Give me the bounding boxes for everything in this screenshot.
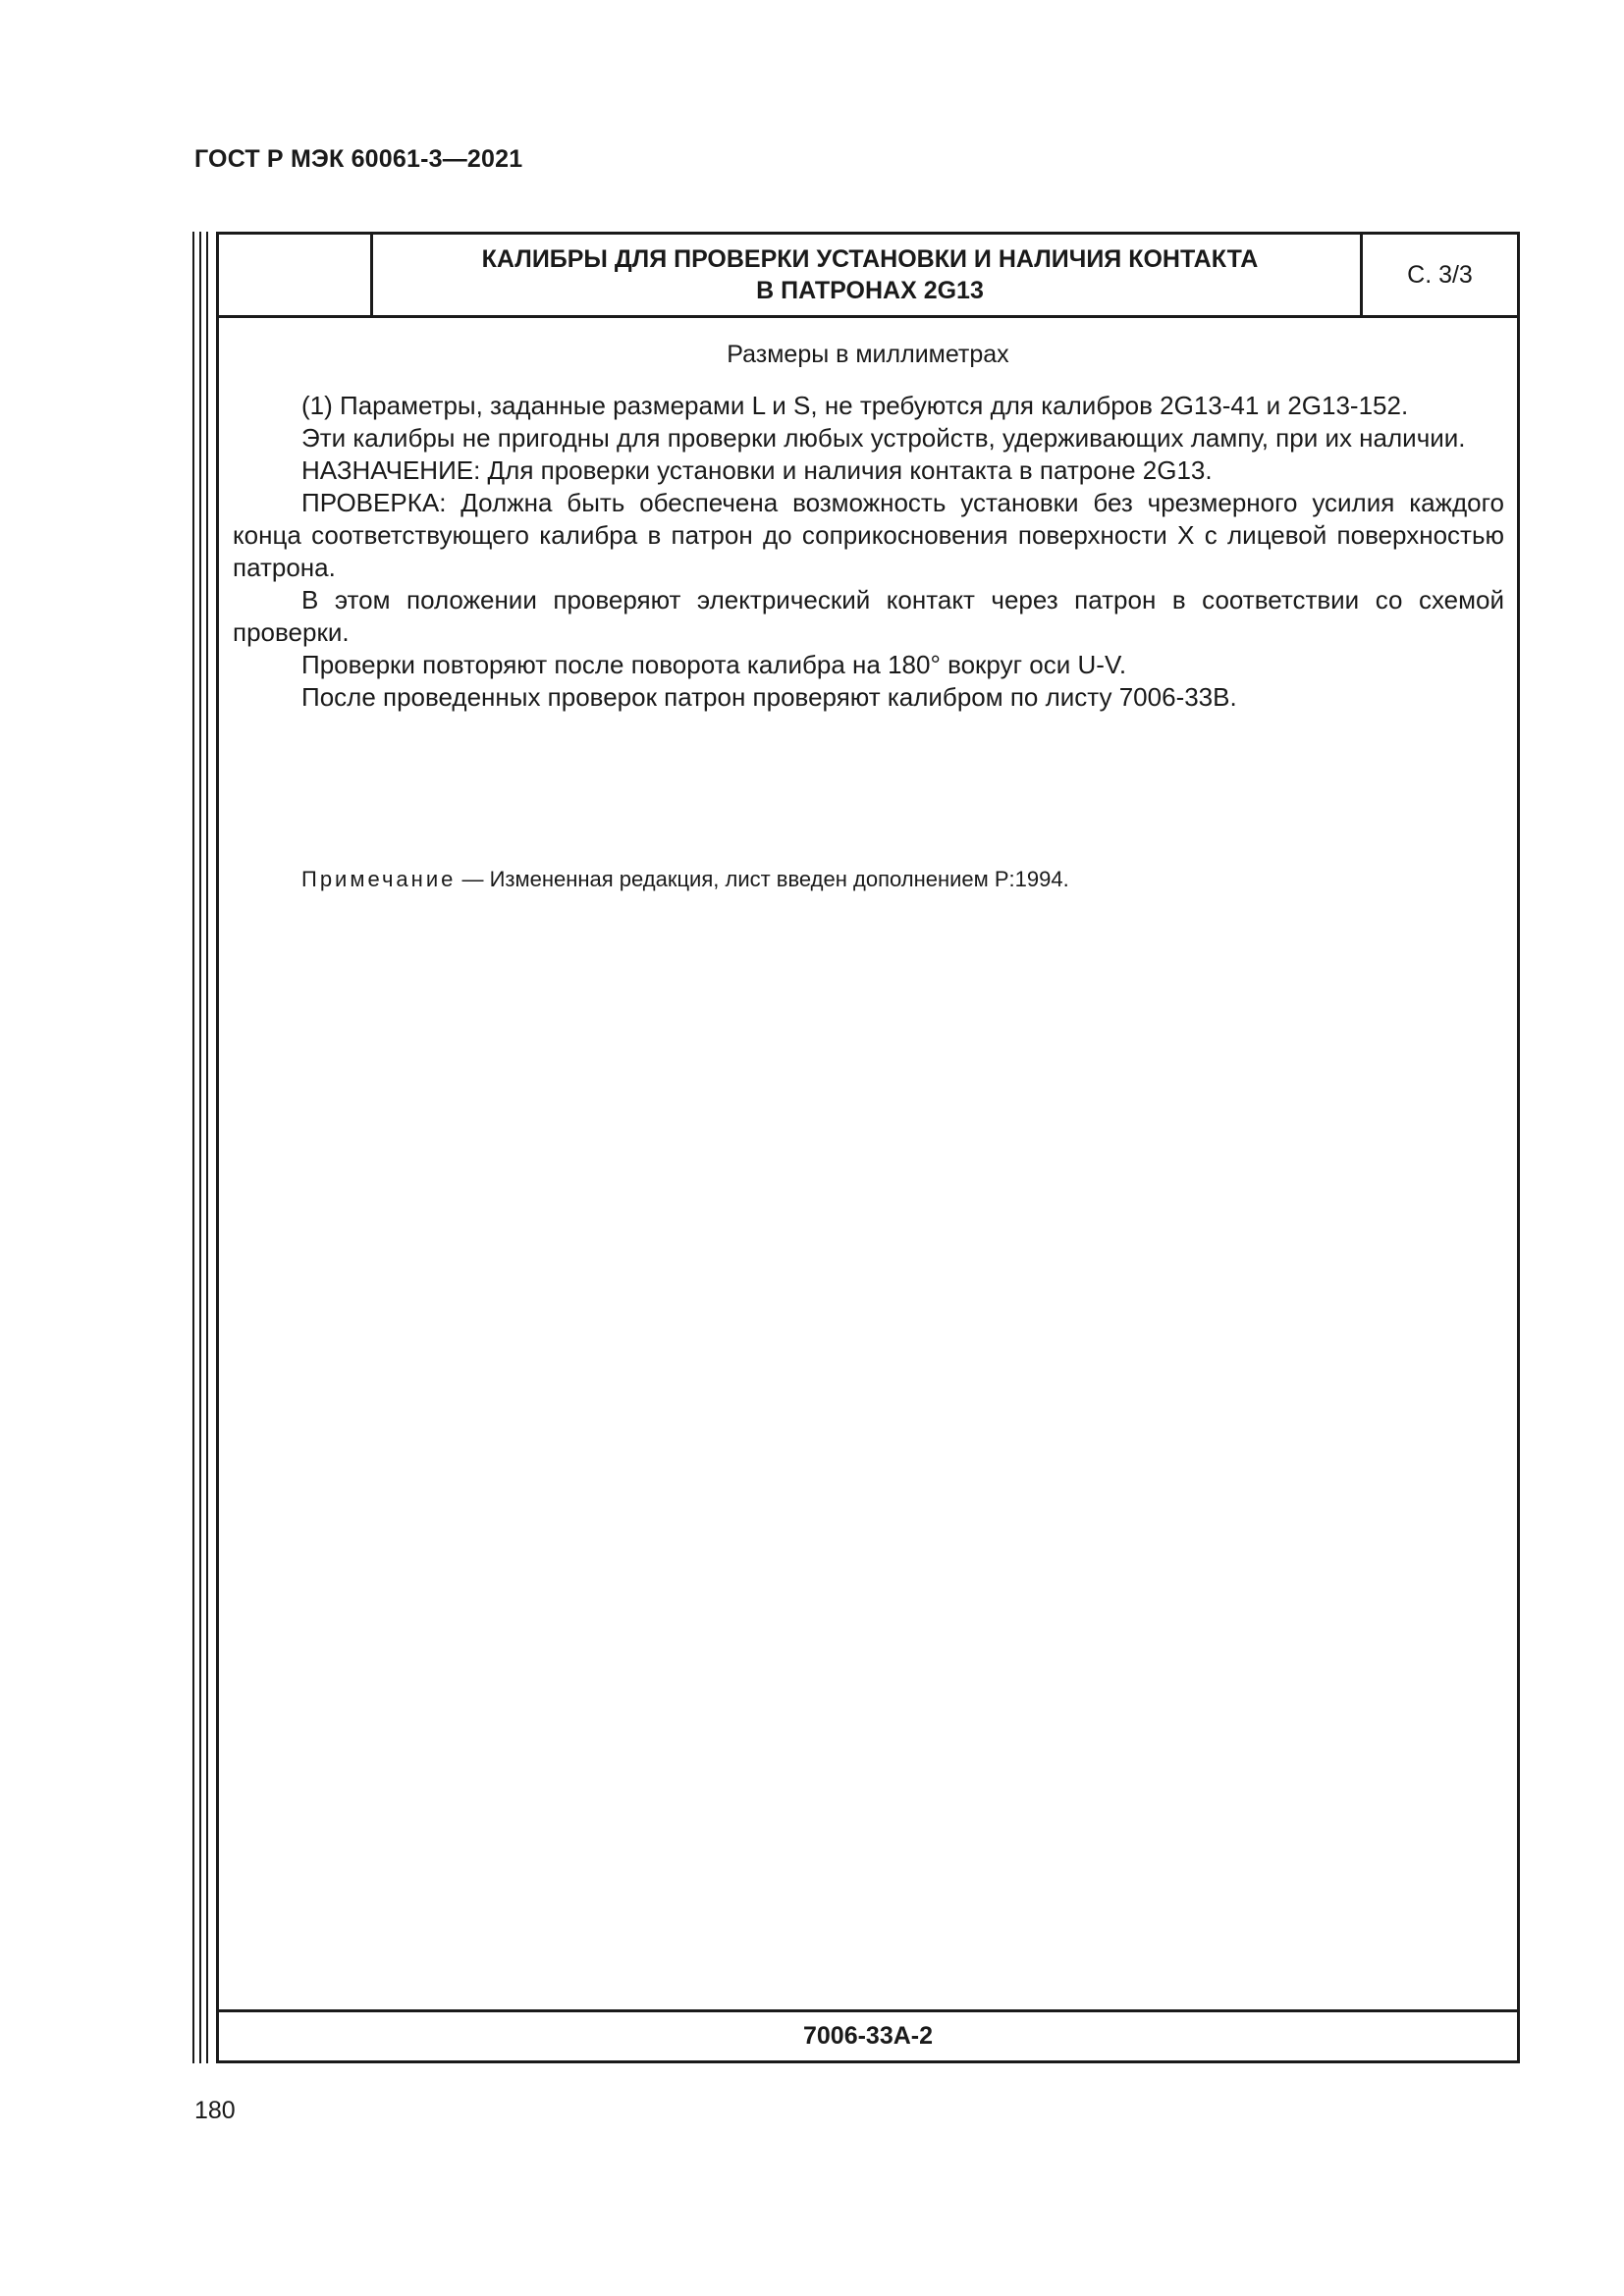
title-block [219, 235, 1517, 318]
paragraph-after-checks: После проведенных проверок патрон проверяют калибром по листу 7006-33B. [301, 682, 1237, 712]
sheet-code: 7006-33A-2 [219, 2009, 1517, 2060]
note-text: — Измененная редакция, лист введен дополнением P:1994. [456, 867, 1069, 891]
sheet-title: КАЛИБРЫ ДЛЯ ПРОВЕРКИ УСТАНОВКИ И НАЛИЧИЯ КОНТАКТА В ПАТРОНАХ 2G13 [481, 245, 1259, 304]
sheet-page-reference: С. 3/3 [1360, 235, 1517, 315]
paragraph-test: ПРОВЕРКА: Должна быть обеспечена возможность установки без чрезмерного усилия каждого конца соответствующего калибра в патрон до соприкосновения поверхности X с лицевой поверхностью патрона. [233, 488, 1504, 582]
sheet-frame [216, 232, 1520, 2063]
units-note: Размеры в миллиметрах [727, 341, 1009, 368]
margin-rule-left [192, 232, 194, 2063]
margin-rule-middle [199, 232, 201, 2063]
paragraph-contact-check: В этом положении проверяют электрический контакт через патрон в соответствии со схемой проверки. [233, 585, 1504, 647]
paragraph-applicability: Эти калибры не пригодны для проверки любых устройств, удерживающих лампу, при их наличии. [301, 423, 1466, 453]
page-number: 180 [194, 2097, 236, 2124]
paragraph-repeat: Проверки повторяют после поворота калибра на 180° вокруг оси U-V. [301, 650, 1127, 679]
note [301, 867, 1069, 892]
margin-rule-right [206, 232, 208, 2063]
document-code-header: ГОСТ Р МЭК 60061-3—2021 [194, 145, 523, 173]
paragraph-purpose: НАЗНАЧЕНИЕ: Для проверки установки и наличия контакта в патроне 2G13. [301, 455, 1213, 485]
note-label: Примечание [301, 867, 457, 891]
paragraph-footnote-1: (1) Параметры, заданные размерами L и S, не требуются для калибров 2G13-41 и 2G13-152. [301, 391, 1409, 420]
title-block-empty-cell [219, 235, 373, 315]
body-text [233, 390, 1504, 714]
